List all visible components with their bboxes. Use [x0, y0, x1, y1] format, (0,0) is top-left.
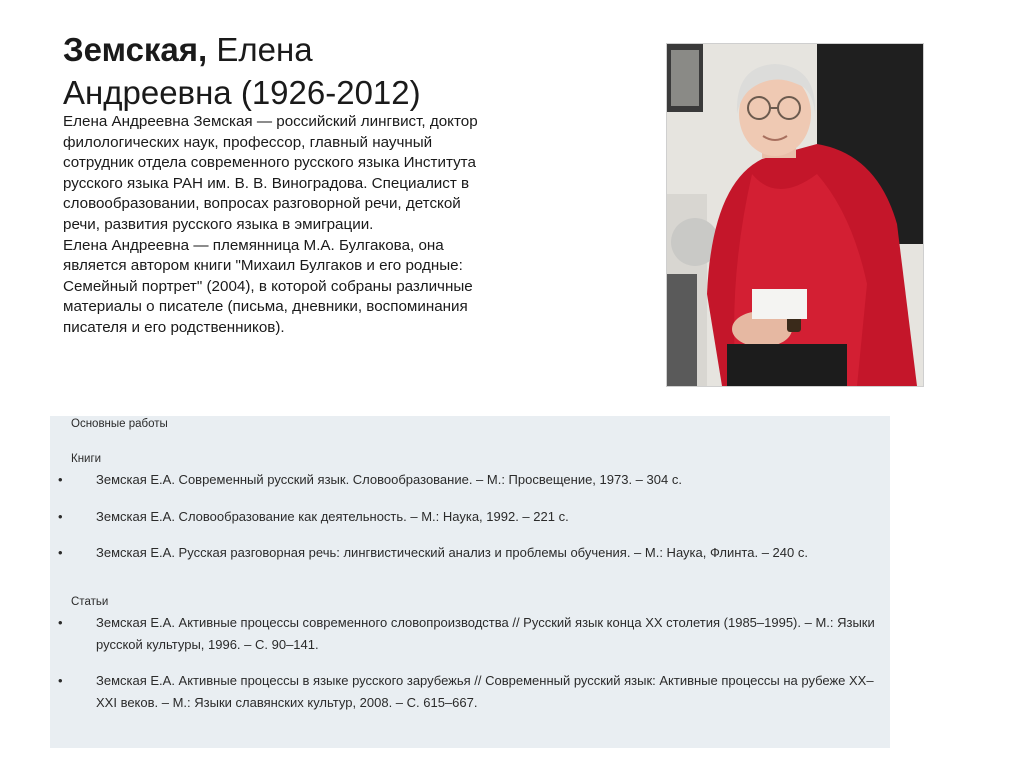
works-heading: Основные работы: [71, 418, 168, 430]
book-item-text: Земская Е.А. Современный русский язык. Словообразование. – М.: Просвещение, 1973. – 304 с.: [96, 472, 682, 487]
page-title: [63, 28, 463, 114]
title-name-years: Елена Андреевна (1926-2012): [63, 31, 421, 111]
title-surname: Земская,: [63, 31, 208, 68]
bio-paragraph-1: Елена Андреевна Земская — российский лингвист, доктор филологических наук, профессор, главный научный сотрудник отдела современного русского языка Института русского языка РАН им. В. В. Виноградова. Специалист в словообразовании, вопросах разговорной речи, детской речи, развития русского языка в эмиграции.: [63, 113, 478, 233]
bullet: •: [58, 472, 63, 487]
books-label: Книги: [71, 453, 102, 465]
article-item-text: Земская Е.А. Активные процессы в языке русского зарубежья // Современный русский язык: Активные процессы на рубеже XX–XXI веков. – М.: Языки славянских культур, 2008. – С. 615–667.: [96, 673, 874, 710]
bullet: •: [58, 615, 63, 630]
book-item-text: Земская Е.А. Русская разговорная речь: лингвистический анализ и проблемы обучения. – М.: Наука, Флинта. – 240 с.: [96, 545, 808, 560]
bio-paragraph-2: Елена Андреевна — племянница М.А. Булгакова, она является автором книги "Михаил Булгаков и его родные: Семейный портрет" (2004), в которой собраны различные материалы о писателе (письма, дневники, воспоминания писателя и его родственников).: [63, 236, 473, 336]
biography: [63, 112, 483, 339]
works-panel: [50, 416, 890, 748]
bullet: •: [58, 509, 63, 524]
articles-label: Статьи: [71, 596, 109, 608]
portrait-photo: [666, 43, 924, 387]
bullet: •: [58, 673, 63, 688]
book-item-text: Земская Е.А. Словообразование как деятельность. – М.: Наука, 1992. – 221 с.: [96, 509, 569, 524]
article-item-text: Земская Е.А. Активные процессы современного словопроизводства // Русский язык конца XX столетия (1985–1995). – М.: Языки русской культуры, 1996. – С. 90–141.: [96, 615, 875, 652]
portrait-illustration: [667, 44, 923, 386]
bullet: •: [58, 545, 63, 560]
